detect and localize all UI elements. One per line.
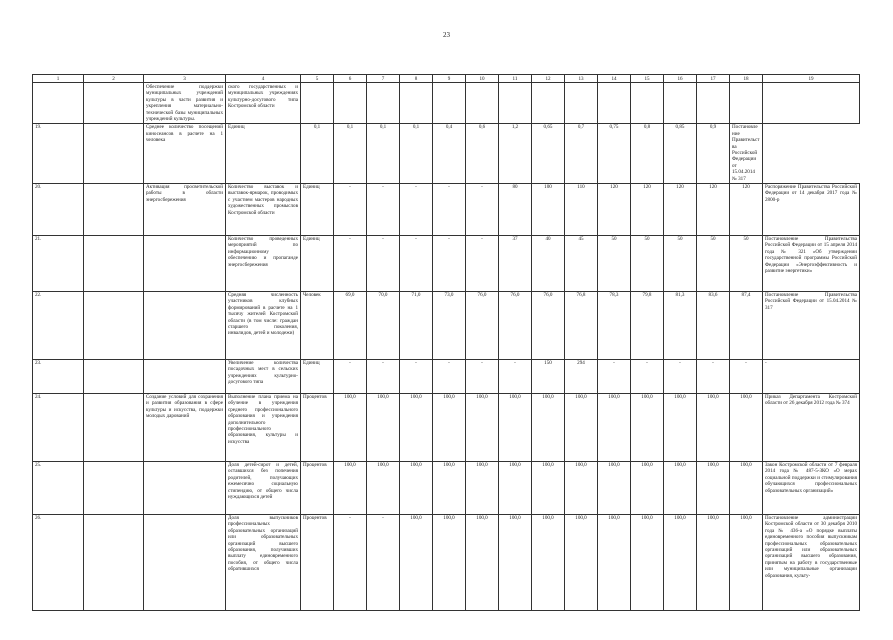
value-cell: 100,0 bbox=[565, 461, 598, 514]
unit-cell: Человек bbox=[301, 291, 334, 359]
value-cell: - bbox=[664, 359, 697, 393]
header-col-5: 5 bbox=[301, 75, 334, 83]
row-number-cell: 20. bbox=[33, 183, 84, 235]
value-cell: 100,0 bbox=[433, 393, 466, 461]
value-cell: 50 bbox=[697, 235, 730, 291]
value-cell: - bbox=[367, 514, 400, 610]
unit-cell: Процентов bbox=[301, 461, 334, 514]
value-cell: 70,0 bbox=[367, 291, 400, 359]
table-row bbox=[33, 235, 860, 291]
value-cell: - bbox=[400, 183, 433, 235]
value-cell: 76,0 bbox=[532, 291, 565, 359]
value-cell: 0,4 bbox=[433, 123, 466, 183]
header-col-4: 4 bbox=[226, 75, 301, 83]
row-number-cell: 21. bbox=[33, 235, 84, 291]
table-row bbox=[33, 123, 860, 183]
cell-col2 bbox=[84, 461, 144, 514]
value-cell: 120 bbox=[697, 183, 730, 235]
row-number-cell: 26. bbox=[33, 514, 84, 610]
value-cell: 100,0 bbox=[631, 393, 664, 461]
value-cell: - bbox=[433, 183, 466, 235]
table-row bbox=[33, 461, 860, 514]
value-cell: - bbox=[433, 359, 466, 393]
header-col-8: 8 bbox=[400, 75, 433, 83]
value-cell: 120 bbox=[631, 183, 664, 235]
value-cell: 120 bbox=[730, 183, 763, 235]
task-cell: Обеспечение поддержки муниципальных учреждений культуры в части развития и укрепления материально-технической базы муниципальных учреждений культуры. bbox=[144, 83, 226, 123]
value-cell: 100,0 bbox=[499, 461, 532, 514]
value-cell: 100,0 bbox=[598, 461, 631, 514]
value-cell: - bbox=[367, 183, 400, 235]
value-cell: - bbox=[334, 183, 367, 235]
value-cell: - bbox=[334, 359, 367, 393]
indicators-table bbox=[32, 74, 860, 611]
row-number-cell: 19. bbox=[33, 123, 84, 183]
table-row bbox=[33, 291, 860, 359]
value-cell: - bbox=[367, 235, 400, 291]
cell-col2 bbox=[84, 393, 144, 461]
value-cell: 50 bbox=[631, 235, 664, 291]
value-cell: 100,0 bbox=[565, 393, 598, 461]
value-cell: 100,0 bbox=[466, 461, 499, 514]
row-number-cell: 25. bbox=[33, 461, 84, 514]
value-cell: - bbox=[334, 235, 367, 291]
header-col-1: 1 bbox=[33, 75, 84, 83]
value-cell: - bbox=[466, 235, 499, 291]
row-number-cell bbox=[33, 83, 84, 123]
header-col-14: 14 bbox=[598, 75, 631, 83]
value-cell: 76,0 bbox=[499, 291, 532, 359]
value-cell: 100,0 bbox=[697, 461, 730, 514]
unit-cell: Единиц bbox=[301, 359, 334, 393]
unit-cell: Процентов bbox=[301, 514, 334, 610]
basis-cell: Постановление администрации Костромской области от 30 декабря 2010 года № 436-а «О порядке выплаты единовременного пособия выпускникам профессиональных образовательных организаций или образовательных организаций высшего образования, принятым на работу в государственные или муниципальные организации образования, культу- bbox=[763, 514, 860, 610]
value-cell: 110 bbox=[565, 183, 598, 235]
basis-cell: Закон Костромской области от 7 февраля 2014 года № 487-5-ЗКО «О мерах социальной поддержки и стимулирования обучающихся профессиональных образовательных организаций» bbox=[763, 461, 860, 514]
value-cell: 0,1 bbox=[301, 123, 334, 183]
value-cell: - bbox=[400, 359, 433, 393]
task-cell bbox=[144, 291, 226, 359]
value-cell: - bbox=[730, 359, 763, 393]
value-cell: 100,0 bbox=[664, 393, 697, 461]
value-cell: 100,0 bbox=[400, 461, 433, 514]
indicator-cell: Доля выпускников профессиональных образовательных организаций или образовательных организаций высшего образования, получивших выплату единовременного пособия, от общего числа обратившихся bbox=[226, 514, 301, 610]
header-col-19: 19 bbox=[763, 75, 860, 83]
value-cell: - bbox=[598, 359, 631, 393]
value-cell: 0,1 bbox=[334, 123, 367, 183]
table-row bbox=[33, 514, 860, 610]
header-row bbox=[33, 75, 860, 83]
value-cell: 0,1 bbox=[367, 123, 400, 183]
header-col-2: 2 bbox=[84, 75, 144, 83]
basis-cell: Постановление Правительства Российской Федерации от 15.04.2014 № 317 bbox=[730, 123, 763, 183]
task-cell: Активация просветительской работы в области энергосбережения bbox=[144, 183, 226, 235]
value-cell: 0,9 bbox=[697, 123, 730, 183]
value-cell: 100,0 bbox=[433, 461, 466, 514]
value-cell: 0,85 bbox=[664, 123, 697, 183]
value-cell: 100,0 bbox=[730, 514, 763, 610]
value-cell: 0,75 bbox=[598, 123, 631, 183]
value-cell: 100,0 bbox=[367, 393, 400, 461]
unit-cell: Единиц bbox=[301, 235, 334, 291]
value-cell: 50 bbox=[664, 235, 697, 291]
value-cell: 0,7 bbox=[565, 123, 598, 183]
value-cell: 37 bbox=[499, 235, 532, 291]
value-cell: 83,6 bbox=[697, 291, 730, 359]
value-cell: - bbox=[466, 183, 499, 235]
value-cell: 100,0 bbox=[631, 461, 664, 514]
task-cell bbox=[144, 359, 226, 393]
basis-cell: - bbox=[763, 359, 860, 393]
value-cell: 150 bbox=[532, 359, 565, 393]
table-row bbox=[33, 183, 860, 235]
value-cell: 100 bbox=[532, 183, 565, 235]
indicator-cell: Увеличение количества посадочных мест в сельских учреждениях культурно-досугового типа bbox=[226, 359, 301, 393]
value-cell: 50 bbox=[730, 235, 763, 291]
indicator-cell: Среднее количество посещений киносеансов в расчете на 1 человека bbox=[144, 123, 226, 183]
value-cell: 100,0 bbox=[433, 514, 466, 610]
value-cell: 78,3 bbox=[598, 291, 631, 359]
cell-col2 bbox=[84, 123, 144, 183]
value-cell: 100,0 bbox=[598, 393, 631, 461]
value-cell: 100,0 bbox=[499, 514, 532, 610]
header-col-11: 11 bbox=[499, 75, 532, 83]
value-cell: 0,1 bbox=[400, 123, 433, 183]
cell-col2 bbox=[84, 514, 144, 610]
value-cell: 100,0 bbox=[367, 461, 400, 514]
indicator-cell: Доля детей-сирот и детей, оставшихся без попечения родителей, получающих ежемесячно социальную стипендию, от общего числа нуждающихся детей bbox=[226, 461, 301, 514]
cell-col2 bbox=[84, 183, 144, 235]
indicator-cell: Количество проведенных мероприятий по информационному обеспечению и пропаганде энергосбережения bbox=[226, 235, 301, 291]
value-cell: 100,0 bbox=[598, 514, 631, 610]
task-cell bbox=[144, 514, 226, 610]
header-col-12: 12 bbox=[532, 75, 565, 83]
value-cell: 40 bbox=[532, 235, 565, 291]
header-col-7: 7 bbox=[367, 75, 400, 83]
row-number-cell: 23. bbox=[33, 359, 84, 393]
header-col-15: 15 bbox=[631, 75, 664, 83]
header-col-13: 13 bbox=[565, 75, 598, 83]
value-cell: - bbox=[367, 359, 400, 393]
basis-cell: Постановление Правительства Российской Федерации от 15 апреля 2014 года № 321 «Об утверждении государственной программы Российской Федерации «Энергоэффективность и развитие энергетики» bbox=[763, 235, 860, 291]
value-cell: 100,0 bbox=[730, 393, 763, 461]
value-cell: 100,0 bbox=[631, 514, 664, 610]
value-cell: 120 bbox=[598, 183, 631, 235]
header-col-16: 16 bbox=[664, 75, 697, 83]
value-cell: - bbox=[334, 514, 367, 610]
value-cell: 0,65 bbox=[532, 123, 565, 183]
value-cell: 50 bbox=[598, 235, 631, 291]
basis-cell: Распоряжение Правительства Российской Федерации от 14 декабря 2017 года № 2800-р bbox=[763, 183, 860, 235]
page-number: 23 bbox=[443, 31, 450, 39]
value-cell: 100,0 bbox=[664, 461, 697, 514]
indicator-cell: ского государственных и муниципальных учреждениях культурно-досугового типа Костромской области bbox=[226, 83, 301, 123]
header-col-17: 17 bbox=[697, 75, 730, 83]
value-cell: 100,0 bbox=[697, 514, 730, 610]
value-cell: 0,6 bbox=[466, 123, 499, 183]
value-cell: 100,0 bbox=[466, 514, 499, 610]
value-cell: 294 bbox=[565, 359, 598, 393]
value-cell: - bbox=[466, 359, 499, 393]
value-cell: 87,4 bbox=[730, 291, 763, 359]
value-cell: 81,3 bbox=[664, 291, 697, 359]
table-body bbox=[33, 123, 860, 610]
value-cell: 80 bbox=[499, 183, 532, 235]
value-cell: 100,0 bbox=[532, 514, 565, 610]
value-cell: 0,8 bbox=[631, 123, 664, 183]
value-cell: - bbox=[400, 235, 433, 291]
value-cell: - bbox=[499, 359, 532, 393]
value-cell: - bbox=[433, 235, 466, 291]
task-cell: Создание условий для сохранения и развития образования в сфере культуры и искусства, поддержки молодых дарований bbox=[144, 393, 226, 461]
value-cell: 1,2 bbox=[499, 123, 532, 183]
cell-col2 bbox=[84, 291, 144, 359]
value-cell: 100,0 bbox=[400, 514, 433, 610]
value-cell: 100,0 bbox=[334, 461, 367, 514]
table-row bbox=[33, 83, 860, 123]
value-cell: - bbox=[631, 359, 664, 393]
value-cell: 100,0 bbox=[532, 461, 565, 514]
header-col-10: 10 bbox=[466, 75, 499, 83]
value-cell: 69,0 bbox=[334, 291, 367, 359]
header-col-3: 3 bbox=[144, 75, 226, 83]
basis-cell: Приказ Департамента Костромской области от 26 декабря 2012 года № 374 bbox=[763, 393, 860, 461]
value-cell: - bbox=[697, 359, 730, 393]
row-number-cell: 22. bbox=[33, 291, 84, 359]
basis-cell: Постановление Правительства Российской Федерации от 15.04.2014 № 317 bbox=[763, 291, 860, 359]
indicator-cell: Средняя численность участников клубных формирований в расчете на 1 тысячу жителей Костромской области (в том числе: граждан старшего поколения, инвалидов, детей и молодежи) bbox=[226, 291, 301, 359]
value-cell: 71,0 bbox=[400, 291, 433, 359]
table-row bbox=[33, 393, 860, 461]
value-cell: 76,8 bbox=[565, 291, 598, 359]
value-cell: 100,0 bbox=[565, 514, 598, 610]
value-cell: 73,0 bbox=[433, 291, 466, 359]
value-cell: 45 bbox=[565, 235, 598, 291]
indicator-cell: Выполнение плана приема на обучение в учреждения среднего профессионального образования и учреждения дополнительного профессионального образования, культуры и искусства bbox=[226, 393, 301, 461]
value-cell: 100,0 bbox=[532, 393, 565, 461]
header-col-18: 18 bbox=[730, 75, 763, 83]
value-cell: 100,0 bbox=[334, 393, 367, 461]
table-row bbox=[33, 359, 860, 393]
value-cell: 79,8 bbox=[631, 291, 664, 359]
unit-cell: Единиц bbox=[226, 123, 301, 183]
row-number-cell: 24. bbox=[33, 393, 84, 461]
cell-col2 bbox=[84, 359, 144, 393]
task-cell bbox=[144, 461, 226, 514]
indicator-cell: Количество выставок и выставок-ярмарок, проводимых с участием мастеров народных художественных промыслов Костромской области bbox=[226, 183, 301, 235]
value-cell: 100,0 bbox=[697, 393, 730, 461]
header-col-6: 6 bbox=[334, 75, 367, 83]
value-cell: 120 bbox=[664, 183, 697, 235]
header-col-9: 9 bbox=[433, 75, 466, 83]
unit-cell: Единиц bbox=[301, 183, 334, 235]
value-cell: 100,0 bbox=[466, 393, 499, 461]
value-cell: 100,0 bbox=[664, 514, 697, 610]
value-cell: 100,0 bbox=[730, 461, 763, 514]
value-cell: 100,0 bbox=[400, 393, 433, 461]
task-cell bbox=[144, 235, 226, 291]
value-cell: 100,0 bbox=[499, 393, 532, 461]
cell-col2 bbox=[84, 83, 144, 123]
cell-col2 bbox=[84, 235, 144, 291]
unit-cell: Процентов bbox=[301, 393, 334, 461]
value-cell: 76,0 bbox=[466, 291, 499, 359]
